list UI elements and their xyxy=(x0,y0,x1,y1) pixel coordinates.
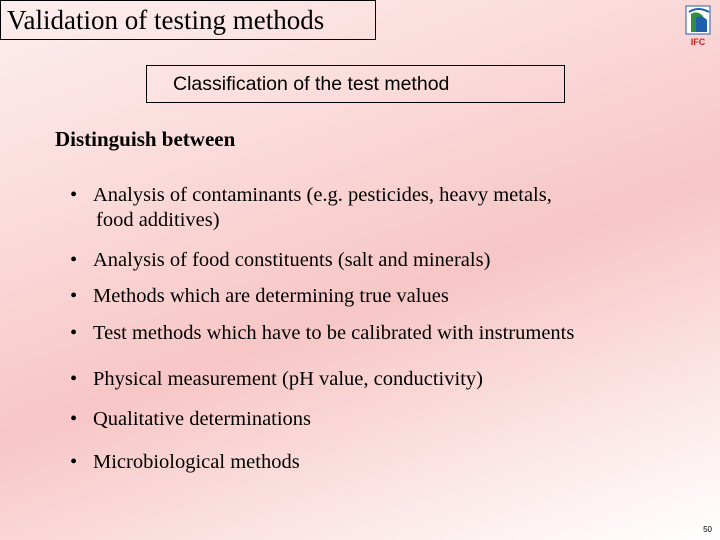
bullet-icon: • xyxy=(70,368,78,390)
bullet-icon: • xyxy=(70,285,78,307)
list-item xyxy=(70,407,311,432)
list-item xyxy=(70,284,449,309)
list-item xyxy=(70,450,300,475)
list-item-text: Analysis of food constituents (salt and minerals) xyxy=(93,249,491,271)
bullet-icon: • xyxy=(70,184,78,206)
list-item-text: Analysis of contaminants (e.g. pesticides, heavy metals, xyxy=(93,184,552,206)
bullet-icon: • xyxy=(70,249,78,271)
list-item-text: Physical measurement (pH value, conductivity) xyxy=(93,368,483,390)
logo-text: IFC xyxy=(690,37,706,47)
slide-title: Validation of testing methods xyxy=(0,0,376,40)
list-item xyxy=(70,367,483,392)
list-item-text: Test methods which have to be calibrated with instruments xyxy=(93,322,575,344)
list-item-text-continued: food additives) xyxy=(96,209,220,231)
bullet-icon: • xyxy=(70,451,78,473)
list-item xyxy=(70,321,574,346)
page-number: 50 xyxy=(703,525,712,534)
bullet-icon: • xyxy=(70,322,78,344)
list-item-text: Microbiological methods xyxy=(93,451,300,473)
list-item-text: Qualitative determinations xyxy=(93,408,312,430)
list-item xyxy=(70,248,490,273)
intro-heading: Distinguish between xyxy=(55,127,236,151)
list-item-text: Methods which are determining true values xyxy=(93,285,449,307)
ifc-logo xyxy=(683,4,713,48)
bullet-icon: • xyxy=(70,408,78,430)
list-item xyxy=(70,183,552,233)
section-subtitle: Classification of the test method xyxy=(146,65,565,103)
